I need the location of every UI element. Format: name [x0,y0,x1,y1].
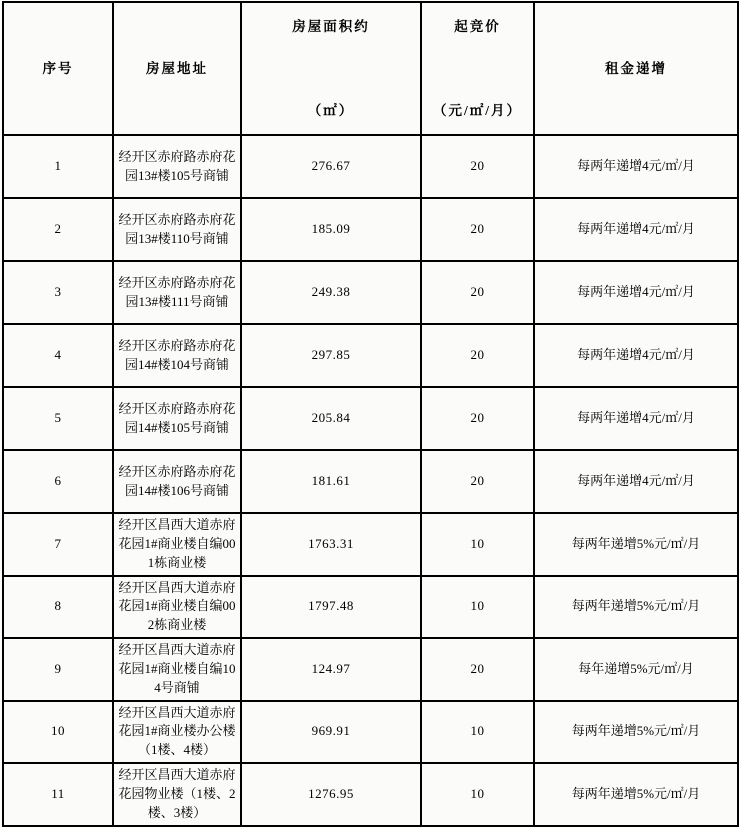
increase-cell: 每两年递增4元/㎡/月 [534,387,738,450]
increase-cell: 每两年递增4元/㎡/月 [534,135,738,198]
area-cell: 969.91 [241,701,421,764]
increase-cell: 每两年递增5%元/㎡/月 [534,576,738,639]
col-header-serial: 序号 [3,2,113,135]
area-cell: 124.97 [241,638,421,701]
table-row [3,387,738,450]
area-cell: 181.61 [241,450,421,513]
increase-cell: 每年递增5%元/㎡/月 [534,638,738,701]
area-cell: 185.09 [241,198,421,261]
col-header-address: 房屋地址 [113,2,241,135]
col-header-increase: 租金递增 [534,2,738,135]
table-row [3,638,738,701]
price-cell: 10 [421,576,534,639]
address-cell: 经开区赤府路赤府花园13#楼105号商铺 [113,135,241,198]
address-cell: 经开区赤府路赤府花园13#楼110号商铺 [113,198,241,261]
address-cell: 经开区赤府路赤府花园14#楼104号商铺 [113,324,241,387]
col-header-price [421,2,534,135]
serial-cell: 8 [3,576,113,639]
address-cell: 经开区赤府路赤府花园13#楼111号商铺 [113,261,241,324]
price-cell: 20 [421,261,534,324]
area-header-line2: （㎡） [307,102,355,118]
address-cell: 经开区昌西大道赤府花园1#商业楼自编001栋商业楼 [113,513,241,576]
price-cell: 10 [421,513,534,576]
address-cell: 经开区昌西大道赤府花园物业楼（1楼、2楼、3楼） [113,763,241,826]
increase-cell: 每两年递增4元/㎡/月 [534,261,738,324]
price-cell: 20 [421,135,534,198]
area-cell: 1763.31 [241,513,421,576]
table-row [3,701,738,764]
area-cell: 1797.48 [241,576,421,639]
serial-cell: 6 [3,450,113,513]
serial-cell: 9 [3,638,113,701]
price-cell: 20 [421,638,534,701]
address-cell: 经开区昌西大道赤府花园1#商业楼自编104号商铺 [113,638,241,701]
table-row [3,513,738,576]
header-row [3,2,738,135]
price-cell: 20 [421,450,534,513]
address-cell: 经开区赤府路赤府花园14#楼105号商铺 [113,387,241,450]
serial-cell: 11 [3,763,113,826]
serial-cell: 10 [3,701,113,764]
address-cell: 经开区赤府路赤府花园14#楼106号商铺 [113,450,241,513]
increase-cell: 每两年递增4元/㎡/月 [534,198,738,261]
price-header-line1: 起竞价 [454,18,501,34]
increase-cell: 每两年递增5%元/㎡/月 [534,513,738,576]
increase-cell: 每两年递增4元/㎡/月 [534,450,738,513]
area-cell: 276.67 [241,135,421,198]
serial-cell: 5 [3,387,113,450]
price-header-line2: （元/㎡/月） [432,102,522,118]
table-row [3,763,738,826]
area-header-line1: 房屋面积约 [292,18,370,34]
address-cell: 经开区昌西大道赤府花园1#商业楼办公楼（1楼、4楼） [113,701,241,764]
area-cell: 1276.95 [241,763,421,826]
serial-cell: 4 [3,324,113,387]
serial-cell: 1 [3,135,113,198]
area-cell: 205.84 [241,387,421,450]
table-row [3,261,738,324]
col-header-area [241,2,421,135]
address-cell: 经开区昌西大道赤府花园1#商业楼自编002栋商业楼 [113,576,241,639]
price-header-stack [426,17,529,121]
increase-cell: 每两年递增4元/㎡/月 [534,324,738,387]
area-header-stack [246,17,416,121]
price-cell: 20 [421,324,534,387]
table-row [3,135,738,198]
increase-cell: 每两年递增5%元/㎡/月 [534,701,738,764]
table-row [3,198,738,261]
table-row [3,450,738,513]
price-cell: 10 [421,701,534,764]
property-auction-table [2,1,739,827]
area-cell: 297.85 [241,324,421,387]
price-cell: 10 [421,763,534,826]
table-row [3,576,738,639]
area-cell: 249.38 [241,261,421,324]
serial-cell: 2 [3,198,113,261]
serial-cell: 3 [3,261,113,324]
serial-cell: 7 [3,513,113,576]
table-row [3,324,738,387]
price-cell: 20 [421,387,534,450]
price-cell: 20 [421,198,534,261]
increase-cell: 每两年递增5%元/㎡/月 [534,763,738,826]
